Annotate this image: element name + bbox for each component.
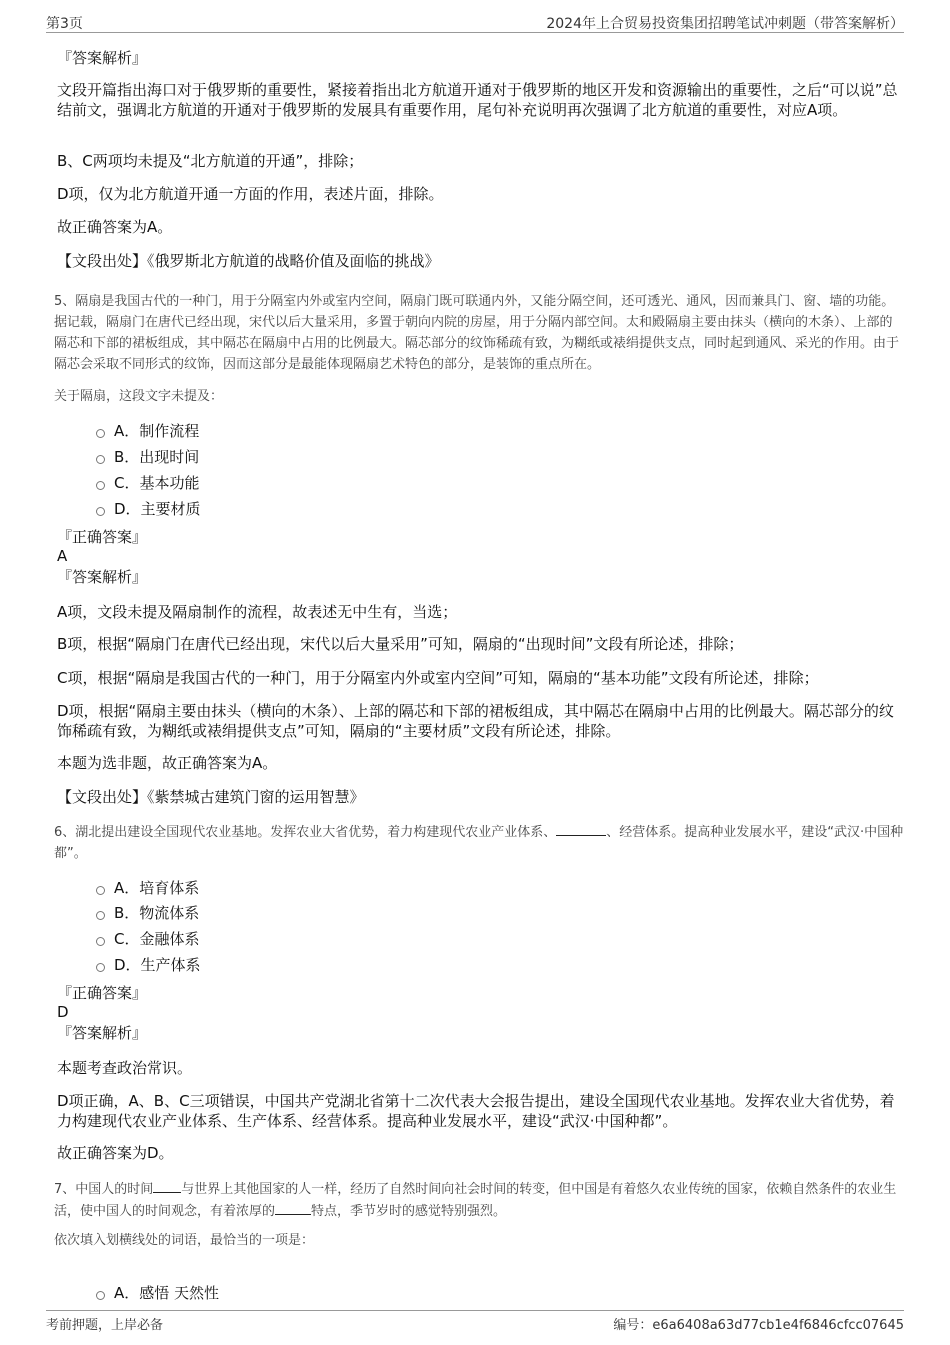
fill-blank bbox=[153, 1178, 181, 1193]
option-c[interactable]: C．基本功能 bbox=[96, 473, 199, 493]
analysis-conclusion: 本题为选非题，故正确答案为A。 bbox=[57, 754, 278, 772]
option-a[interactable]: A．感悟 天然性 bbox=[96, 1283, 219, 1303]
radio-icon[interactable] bbox=[96, 481, 105, 490]
radio-icon[interactable] bbox=[96, 911, 105, 920]
analysis-paragraph: D项正确，A、B、C三项错误，中国共产党湖北省第十二次代表大会报告提出，建设全国现代农业基地。发挥农业大省优势，着力构建现代农业产业体系、生产体系、经营体系。提高种业发展水平，建设“武汉·中国种都”。 bbox=[57, 1092, 895, 1130]
option-a[interactable]: A．培育体系 bbox=[96, 878, 199, 898]
option-b[interactable]: B．物流体系 bbox=[96, 903, 199, 923]
text-source: 【文段出处】《紫禁城古建筑门窗的运用智慧》 bbox=[57, 788, 365, 806]
text-source: 【文段出处】《俄罗斯北方航道的战略价值及面临的挑战》 bbox=[57, 252, 440, 270]
question-prompt: 关于隔扇，这段文字未提及： bbox=[54, 389, 224, 404]
analysis-conclusion: 故正确答案为A。 bbox=[57, 218, 173, 236]
analysis-paragraph: 文段开篇指出海口对于俄罗斯的重要性，紧接着指出北方航道开通对于俄罗斯的地区开发和资源输出的重要性，之后“可以说”总结前文，强调北方航道的开通对于俄罗斯的发展具有重要作用，尾句补充说明再次强调了北方航道的重要性，对应A项。 bbox=[57, 81, 898, 119]
footer-divider bbox=[46, 1310, 904, 1311]
radio-icon[interactable] bbox=[96, 963, 105, 972]
radio-icon[interactable] bbox=[96, 429, 105, 438]
analysis-paragraph: B项，根据“隔扇门在唐代已经出现，宋代以后大量采用”可知，隔扇的“出现时间”文段有所论述，排除； bbox=[57, 635, 744, 653]
radio-icon[interactable] bbox=[96, 455, 105, 464]
page-number: 第3页 bbox=[46, 16, 83, 32]
analysis-paragraph: C项，根据“隔扇是我国古代的一种门，用于分隔室内外或室内空间”可知，隔扇的“基本功能”文段有所论述，排除； bbox=[57, 669, 819, 687]
question-text: 7、中国人的时间 与世界上其他国家的人一样，经历了自然时间向社会时间的转变，但中国是有着悠久农业传统的国家，依赖自然条件的农业生活，使中国人的时间观念，有着浓厚的 特点，季节岁时的感觉特别强烈。 bbox=[54, 1178, 904, 1222]
correct-answer-label: 『正确答案』 bbox=[57, 984, 148, 1002]
question-prompt: 依次填入划横线处的词语，最恰当的一项是： bbox=[54, 1233, 315, 1248]
header-divider bbox=[46, 32, 904, 33]
analysis-paragraph: D项，仅为北方航道开通一方面的作用，表述片面，排除。 bbox=[57, 185, 444, 203]
document-code: 编号：e6a6408a63d77cb1e4f6846cfcc07645 bbox=[613, 1318, 904, 1333]
footer-slogan: 考前押题，上岸必备 bbox=[46, 1318, 164, 1333]
analysis-paragraph: B、C两项均未提及“北方航道的开通”，排除； bbox=[57, 152, 364, 170]
radio-icon[interactable] bbox=[96, 507, 105, 516]
question-text: 5、隔扇是我国古代的一种门，用于分隔室内外或室内空间，隔扇门既可联通内外，又能分隔空间，还可透光、通风，因而兼具门、窗、墙的功能。据记载，隔扇门在唐代已经出现，宋代以后大量采用，多置于朝向内院的房屋，用于分隔内部空间。太和殿隔扇主要由抹头（横向的木条）、上部的隔芯和下部的裙板组成，其中隔芯在隔扇中占用的比例最大。隔芯部分的纹饰稀疏有致，为糊纸或裱绢提供支点，同时起到通风、采光的作用。由于隔芯会采取不同形式的纹饰，因而这部分是最能体现隔扇艺术特色的部分，是装饰的重点所在。 bbox=[54, 294, 900, 372]
radio-icon[interactable] bbox=[96, 1291, 105, 1300]
analysis-label: 『答案解析』 bbox=[57, 49, 148, 67]
fill-blank bbox=[556, 821, 606, 836]
correct-answer-label: 『正确答案』 bbox=[57, 528, 148, 546]
question-text: 6、湖北提出建设全国现代农业基地。发挥农业大省优势，着力构建现代农业产业体系、 、经营体系。提高种业发展水平，建设“武汉·中国种都”。 bbox=[54, 821, 904, 864]
analysis-label: 『答案解析』 bbox=[57, 568, 148, 586]
radio-icon[interactable] bbox=[96, 886, 105, 895]
document-title: 2024年上合贸易投资集团招聘笔试冲刺题（带答案解析） bbox=[546, 16, 904, 32]
option-d[interactable]: D．生产体系 bbox=[96, 955, 201, 975]
radio-icon[interactable] bbox=[96, 937, 105, 946]
correct-answer: A bbox=[57, 547, 68, 565]
analysis-paragraph: A项，文段未提及隔扇制作的流程，故表述无中生有，当选； bbox=[57, 603, 458, 621]
fill-blank bbox=[275, 1200, 311, 1215]
option-b[interactable]: B．出现时间 bbox=[96, 447, 199, 467]
analysis-paragraph: 本题考查政治常识。 bbox=[57, 1059, 193, 1077]
analysis-conclusion: 故正确答案为D。 bbox=[57, 1144, 174, 1162]
option-c[interactable]: C．金融体系 bbox=[96, 929, 199, 949]
correct-answer: D bbox=[57, 1003, 69, 1021]
option-d[interactable]: D．主要材质 bbox=[96, 499, 201, 519]
option-a[interactable]: A．制作流程 bbox=[96, 421, 199, 441]
analysis-label: 『答案解析』 bbox=[57, 1024, 148, 1042]
analysis-paragraph: D项，根据“隔扇主要由抹头（横向的木条）、上部的隔芯和下部的裙板组成，其中隔芯在隔扇中占用的比例最大。隔芯部分的纹饰稀疏有致，为糊纸或裱绢提供支点”可知，隔扇的“主要材质”文段有所论述，排除。 bbox=[57, 702, 894, 740]
